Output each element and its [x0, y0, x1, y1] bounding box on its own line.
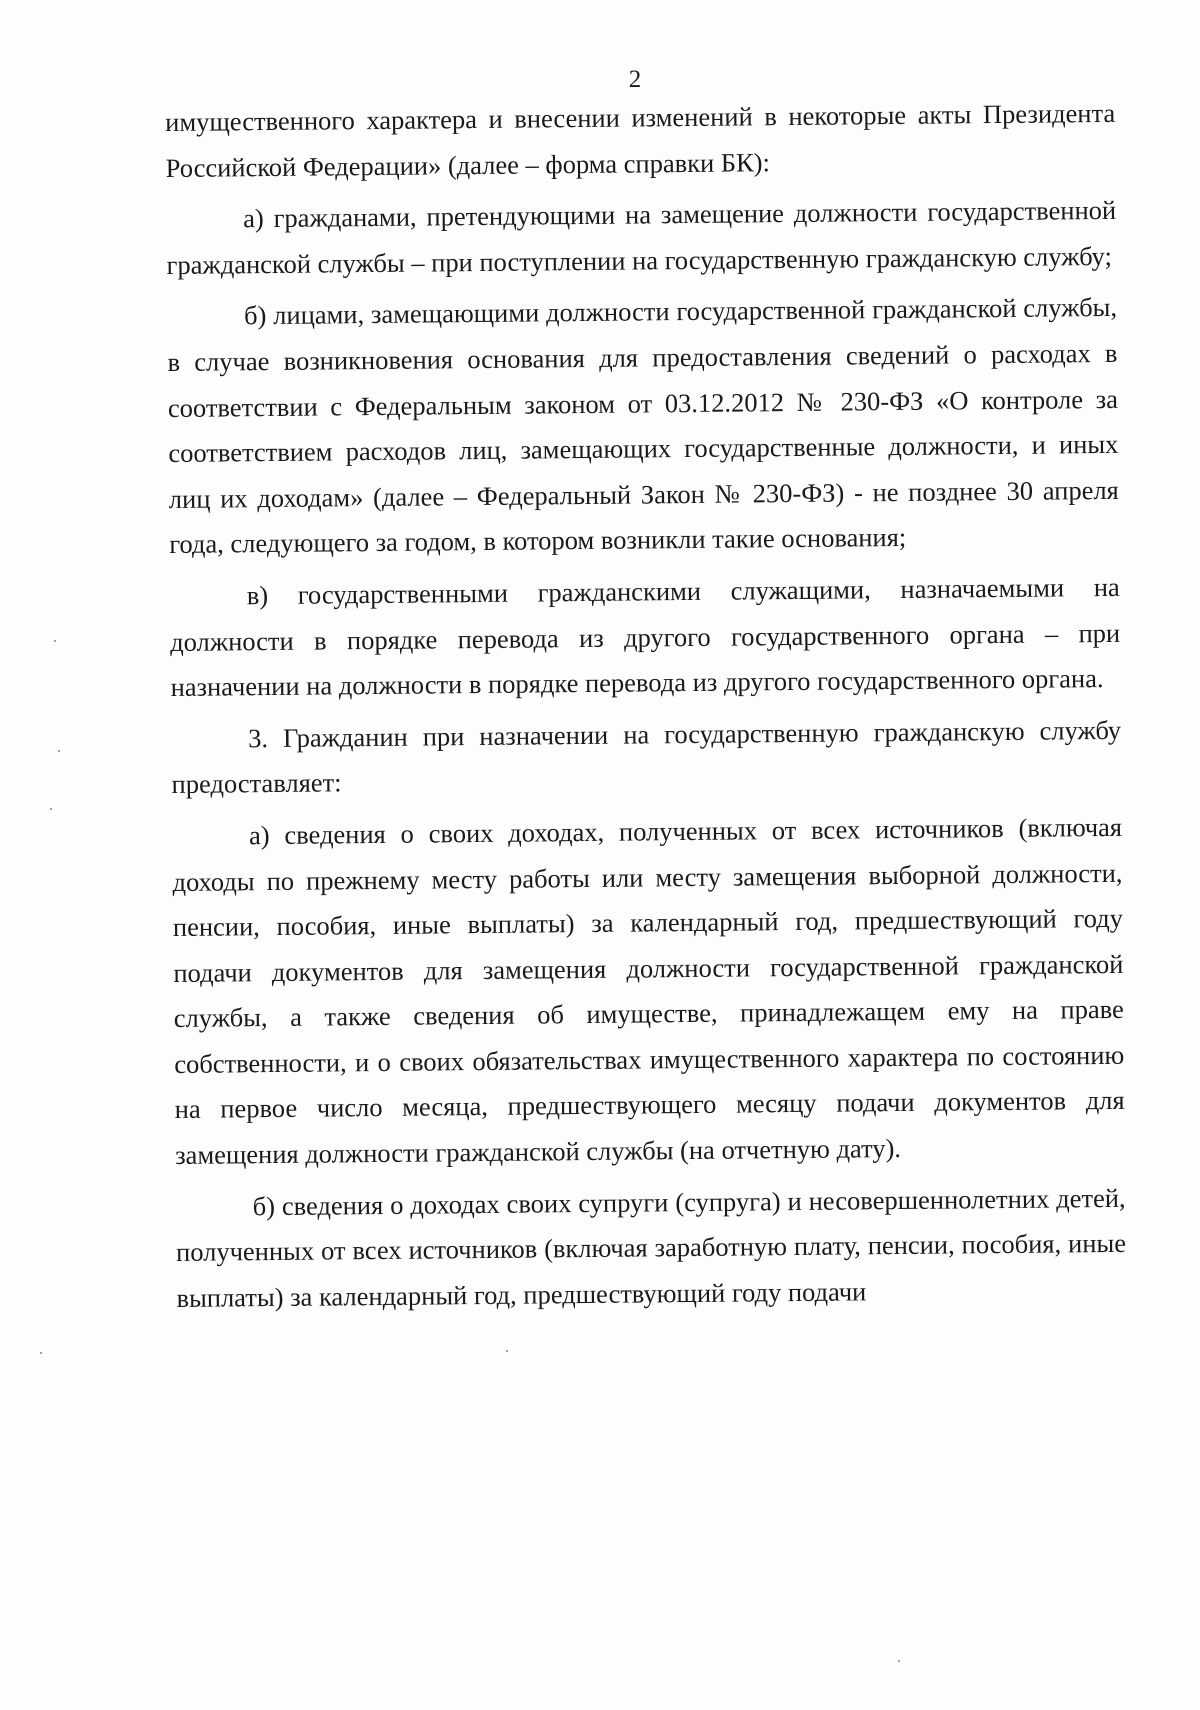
page-number: 2	[628, 66, 642, 93]
paragraph-continuation: имущественного характера и внесении изменений в некоторые акты Президента Российской Федерации» (далее – форма справки БК):	[165, 97, 1116, 183]
document-body	[165, 91, 1127, 1322]
scan-speck	[898, 1660, 900, 1662]
paragraph-item-b: б) лицами, замещающими должности государственной гражданской службы, в случае возникновения основания для предоставления сведений о расходах в соответствии с Федеральным законом от 03.12.2012 № 230-ФЗ «О контроле за соответствием расходов лиц, замещающих государственные должности, и иных лиц их доходам» (далее – Федеральный Закон № 230-ФЗ) - не позднее 30 апреля года, следующего за годом, в котором возникли такие основания;	[167, 292, 1119, 560]
scan-speck	[54, 640, 56, 642]
scan-speck	[50, 808, 52, 810]
paragraph-section-3: 3. Гражданин при назначении на государственную гражданскую службу предоставляет:	[171, 714, 1122, 800]
paragraph-item-v: в) государственными гражданскими служащими, назначаемыми на должности в порядке перевода из другого государственного органа – при назначении на должности в порядке перевода из другого государственного органа.	[170, 571, 1121, 703]
paragraph-section-3-b: б) сведения о доходах своих супруги (супруга) и несовершеннолетних детей, полученных от всех источников (включая заработную плату, пенсии, пособия, иные выплаты) за календарный год, предшествующий году подачи	[175, 1182, 1127, 1313]
scan-speck	[58, 750, 60, 752]
paragraph-item-a: а) гражданами, претендующими на замещение должности государственной гражданской службы – при поступлении на государственную гражданскую службу;	[166, 195, 1117, 280]
scan-speck	[506, 1350, 508, 1352]
paragraph-section-3-a: а) сведения о своих доходах, полученных от всех источников (включая доходы по прежнему месту работы или месту замещения выборной должности, пенсии, пособия, иные выплаты) за календарный год, предшествующий году подачи документов для замещения должности государственной гражданской службы, а также сведения об имуществе, принадлежащем ему на праве собственности, и о своих обязательствах имущественного характера по состоянию на первое число месяца, предшествующего месяцу подачи документов для замещения должности гражданской службы (на отчетную дату).	[172, 811, 1125, 1171]
scan-speck	[40, 1352, 42, 1354]
